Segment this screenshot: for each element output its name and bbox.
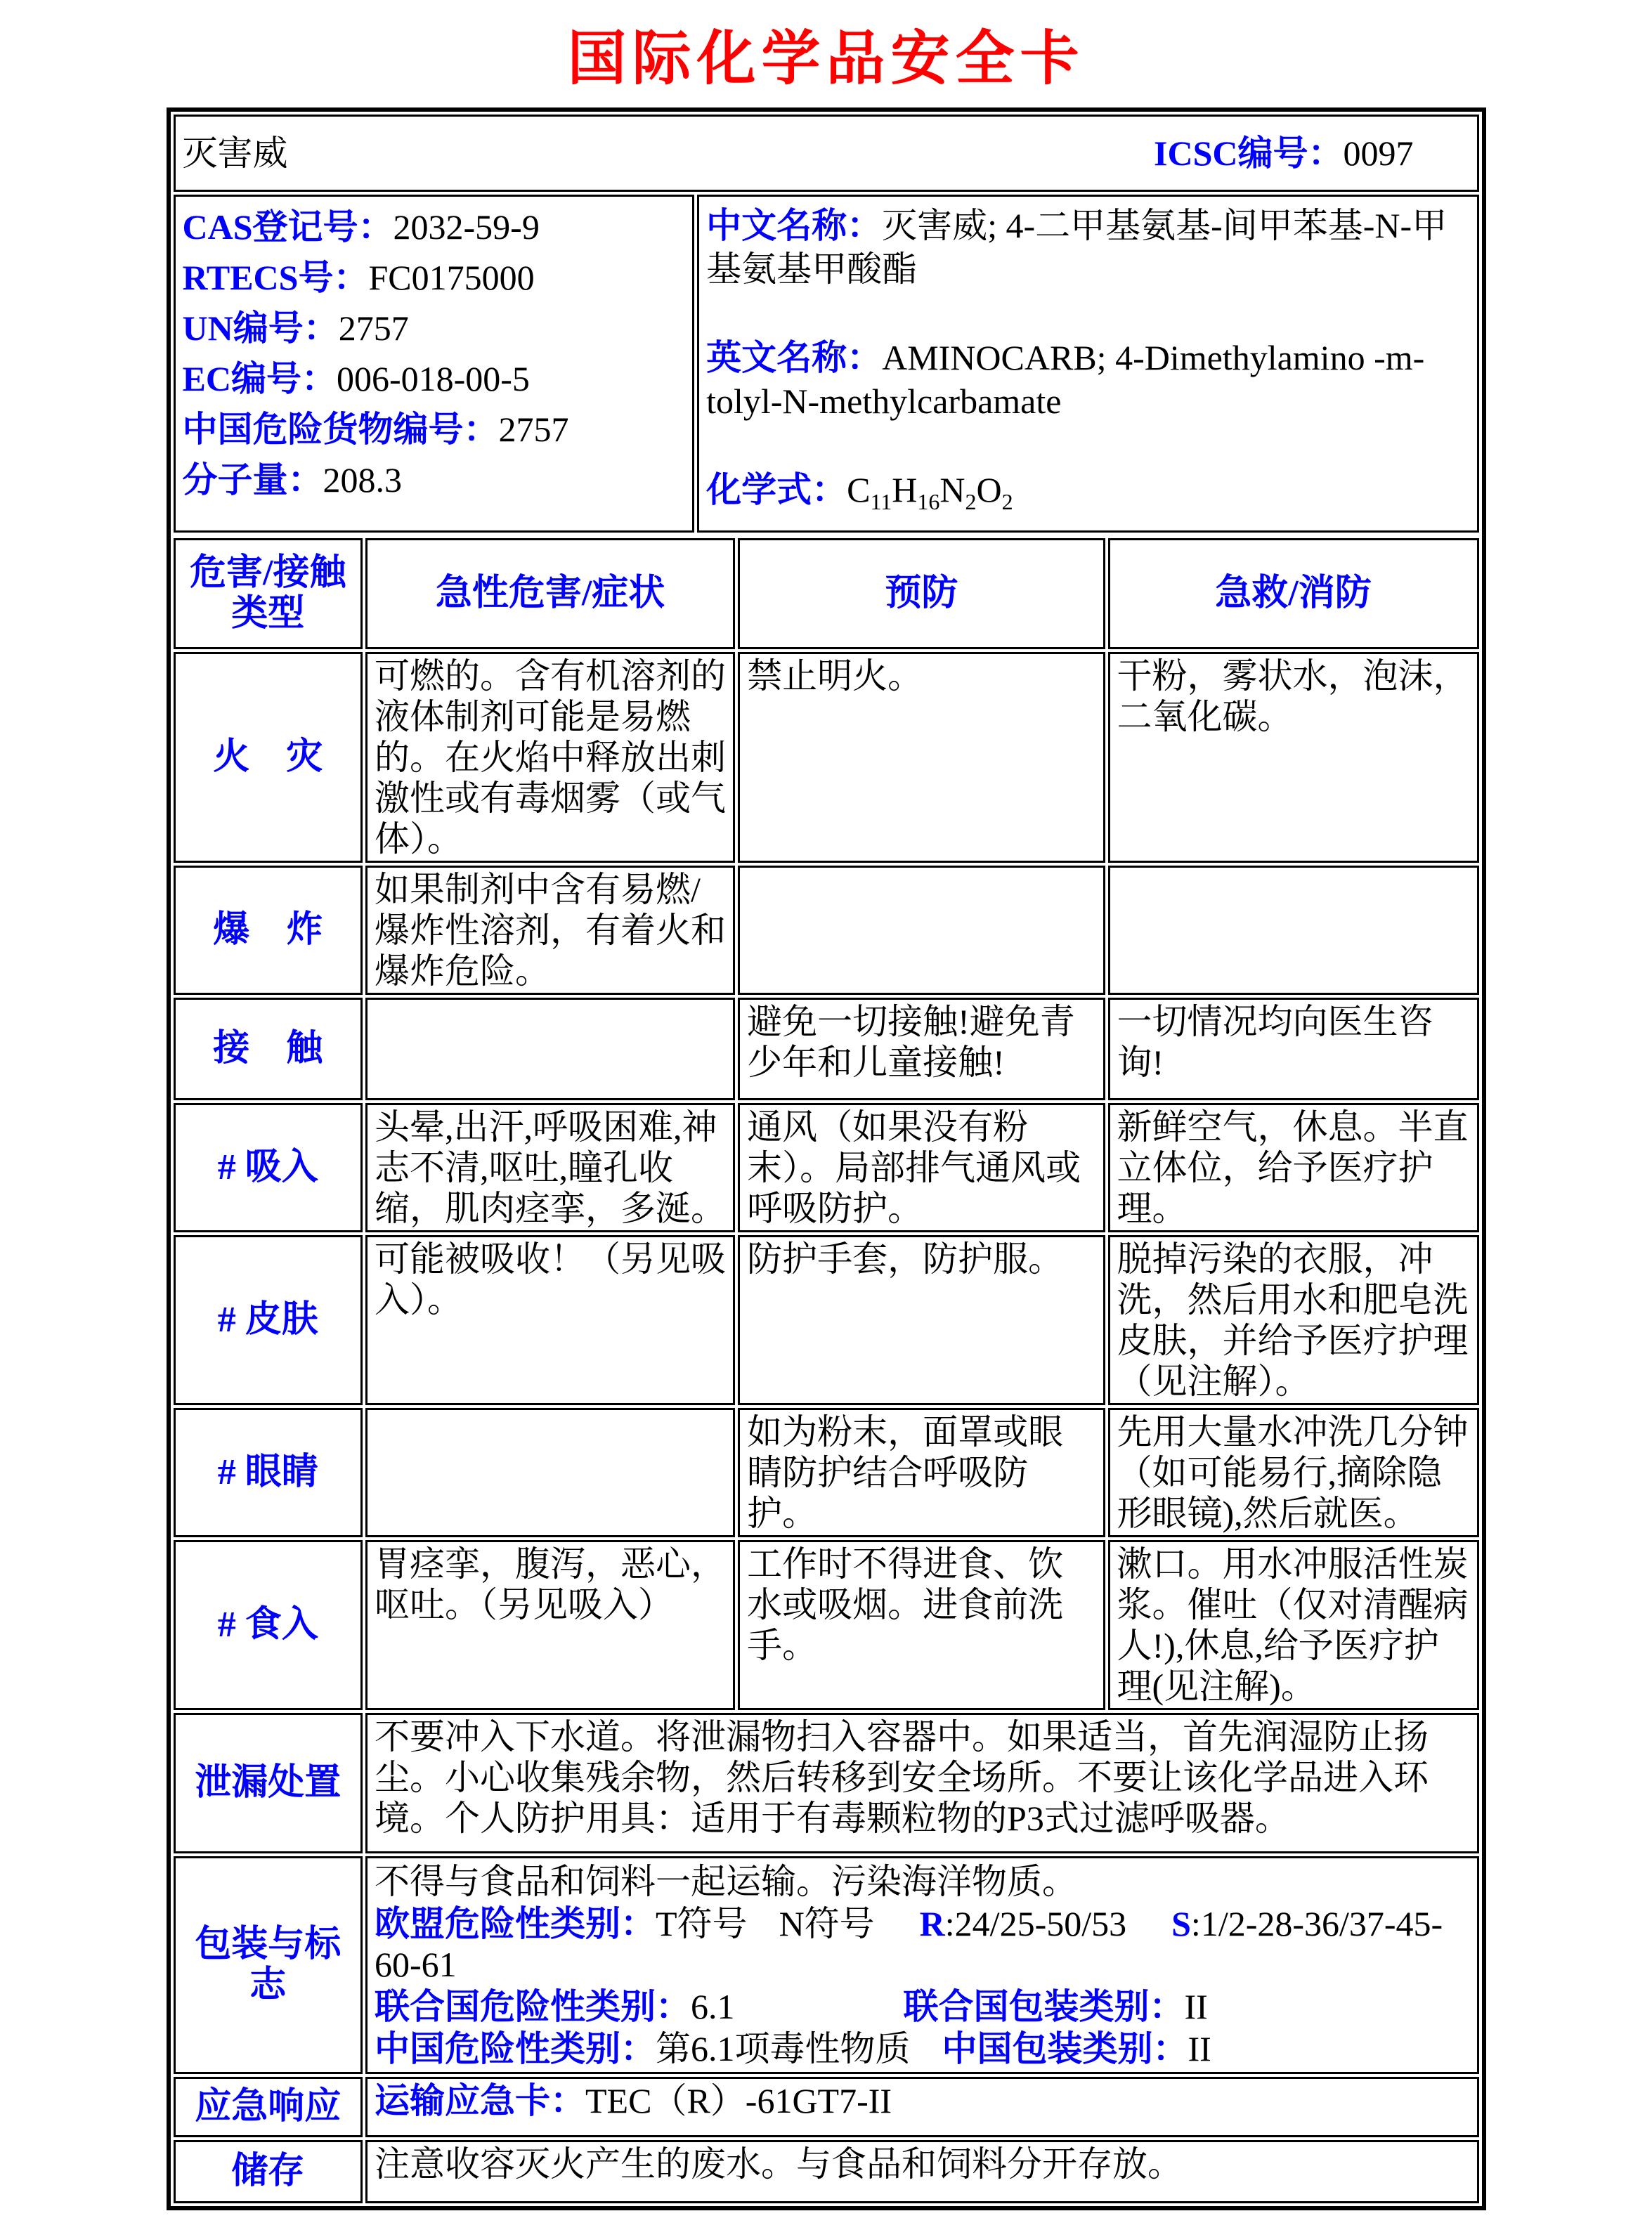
packaging-label: 包装与标志 — [174, 1856, 363, 2074]
un-hazard-class-label: 联合国危险性类别： — [375, 1987, 691, 2026]
card-header-row — [174, 115, 1479, 192]
cn-danger-value: 2757 — [498, 410, 569, 449]
s-phrase-value: :1/2-28-36/37-45-60-61 — [375, 1904, 1443, 1984]
card-header-flex — [183, 118, 1470, 188]
hazard-type-skin: # 皮肤 — [174, 1235, 363, 1405]
r-phrase-label: R — [919, 1904, 945, 1943]
storage-row — [174, 2140, 1479, 2203]
eu-t-symbol: T符号 — [656, 1904, 748, 1943]
page-title: 国际化学品安全卡 — [567, 27, 1085, 92]
rtecs-number — [183, 256, 686, 299]
english-name-value: AMINOCARB; 4-Dimethylamino -m-tolyl-N-methylcarbamate — [706, 338, 1425, 421]
formula-value: $C_{11}H_{16}N_2O_2$ — [847, 470, 1013, 514]
packaging-transport-note: 不得与食品和饲料一起运输。污染海洋物质。 — [375, 1862, 1078, 1901]
hazard-row-contact — [174, 998, 1479, 1100]
explosion-prevention — [738, 866, 1105, 995]
un-number — [183, 306, 686, 350]
hazard-row-ingestion — [174, 1540, 1479, 1710]
molecular-weight — [183, 458, 686, 502]
cas-value: 2032-59-9 — [393, 207, 540, 247]
transport-emergency-card-label: 运输应急卡： — [375, 2081, 586, 2120]
spill-text: 不要冲入下水道。将泄漏物扫入容器中。如果适当，首先润湿防止扬尘。小心收集残余物，然后转移到安全场所。不要让该化学品进入环境。个人防护用具：适用于有毒颗粒物的P3式过滤呼吸器。 — [365, 1713, 1478, 1853]
hazard-table — [171, 535, 1482, 2206]
explosion-symptoms: 如果制剂中含有易燃/爆炸性溶剂，有着火和爆炸危险。 — [365, 866, 735, 995]
chinese-name-value: 灭害威; 4-二甲基氨基-间甲苯基-N-甲基氨基甲酸酯 — [706, 206, 1448, 289]
ingestion-prevention: 工作时不得进食、饮水或吸烟。进食前洗手。 — [738, 1540, 1105, 1710]
hazard-type-inhalation: # 吸入 — [174, 1103, 363, 1232]
names-cell — [697, 195, 1478, 533]
hazard-row-inhalation — [174, 1103, 1479, 1232]
fire-prevention: 禁止明火。 — [738, 652, 1105, 863]
hazard-type-contact: 接 触 — [174, 998, 363, 1100]
hazard-type-ingestion: # 食入 — [174, 1540, 363, 1710]
un-label: UN编号： — [182, 308, 339, 348]
inhalation-firstaid: 新鲜空气，休息。半直立体位，给予医疗护理。 — [1108, 1103, 1479, 1232]
rtecs-value: FC0175000 — [368, 258, 535, 297]
identity-row — [174, 195, 1479, 533]
un-pack-group-label: 联合国包装类别： — [903, 1987, 1185, 2026]
emergency-content — [365, 2077, 1478, 2137]
transport-emergency-card-value: TEC（R）-61GT7-II — [585, 2081, 892, 2120]
ingestion-symptoms: 胃痉挛，腹泻，恶心，呕吐。（另见吸入） — [365, 1540, 735, 1710]
col-header-hazard-type: 危害/接触类型 — [174, 538, 363, 649]
safety-card — [167, 107, 1486, 2210]
eyes-prevention: 如为粉末，面罩或眼睛防护结合呼吸防护。 — [738, 1408, 1105, 1537]
packaging-content — [365, 1856, 1478, 2074]
packaging-row — [174, 1856, 1479, 2074]
hazard-type-fire: 火 灾 — [174, 652, 363, 863]
eu-hazard-label: 欧盟危险性类别： — [375, 1904, 656, 1943]
eu-n-symbol: N符号 — [779, 1904, 875, 1943]
col-header-firstaid: 急救/消防 — [1108, 538, 1479, 649]
chinese-name-label: 中文名称： — [706, 206, 883, 245]
hazard-row-explosion — [174, 866, 1479, 995]
mw-value: 208.3 — [323, 460, 402, 500]
s-phrase-label: S — [1171, 1904, 1191, 1943]
rtecs-label: RTECS号： — [182, 258, 369, 297]
skin-firstaid: 脱掉污染的衣服，冲洗，然后用水和肥皂洗皮肤，并给予医疗护理（见注解）。 — [1108, 1235, 1479, 1405]
chinese-name — [706, 204, 1469, 291]
contact-firstaid: 一切情况均向医生咨询! — [1108, 998, 1479, 1100]
icsc-value: 0097 — [1343, 133, 1414, 173]
spill-row — [174, 1713, 1479, 1853]
skin-symptoms: 可能被吸收！（另见吸入）。 — [365, 1235, 735, 1405]
col-header-prevention: 预防 — [738, 538, 1105, 649]
packaging-cn-line — [375, 2028, 1469, 2069]
r-phrase-value: :24/25-50/53 — [944, 1904, 1127, 1943]
icsc-number-group — [1154, 133, 1413, 174]
cn-dangerous-goods-number — [183, 407, 686, 451]
contact-symptoms — [365, 998, 735, 1100]
top-table — [171, 112, 1482, 535]
card-header-cell — [174, 115, 1479, 192]
packaging-eu-line — [375, 1903, 1469, 1985]
cn-pack-group-label: 中国包装类别： — [942, 2029, 1188, 2068]
storage-label: 储存 — [174, 2140, 363, 2203]
ec-label: EC编号： — [182, 359, 337, 398]
cn-pack-group-value: II — [1188, 2029, 1211, 2068]
skin-prevention: 防护手套，防护服。 — [738, 1235, 1105, 1405]
col-header-symptoms: 急性危害/症状 — [365, 538, 735, 649]
hazard-type-eyes: # 眼睛 — [174, 1408, 363, 1537]
inhalation-symptoms: 头晕,出汗,呼吸困难,神志不清,呕吐,瞳孔收缩，肌肉痉挛，多涎。 — [365, 1103, 735, 1232]
ec-value: 006-018-00-5 — [336, 359, 530, 398]
hazard-type-explosion: 爆 炸 — [174, 866, 363, 995]
english-name-label: 英文名称： — [706, 338, 883, 377]
eyes-symptoms — [365, 1408, 735, 1537]
ingestion-firstaid: 漱口。用水冲服活性炭浆。催吐（仅对清醒病人!),休息,给予医疗护理(见注解)。 — [1108, 1540, 1479, 1710]
cas-number — [183, 205, 686, 249]
english-name — [706, 336, 1469, 423]
contact-prevention: 避免一切接触!避免青少年和儿童接触! — [738, 998, 1105, 1100]
un-value: 2757 — [338, 308, 409, 348]
cn-hazard-class-label: 中国危险性类别： — [375, 2029, 656, 2068]
cn-hazard-class-value: 第6.1项毒性物质 — [656, 2029, 911, 2068]
spill-label: 泄漏处置 — [174, 1713, 363, 1853]
chemical-formula — [706, 468, 1469, 523]
mw-label: 分子量： — [182, 460, 323, 500]
identifiers-cell — [174, 195, 695, 533]
formula-label: 化学式： — [706, 470, 847, 509]
cas-label: CAS登记号： — [182, 207, 394, 247]
hazard-row-eyes — [174, 1408, 1479, 1537]
packaging-un-line — [375, 1986, 1469, 2027]
hazard-row-fire — [174, 652, 1479, 863]
inhalation-prevention: 通风（如果没有粉末）。局部排气通风或呼吸防护。 — [738, 1103, 1105, 1232]
un-pack-group-value: II — [1184, 1987, 1208, 2026]
explosion-firstaid — [1108, 866, 1479, 995]
emergency-row — [174, 2077, 1479, 2137]
fire-firstaid: 干粉，雾状水，泡沫，二氧化碳。 — [1108, 652, 1479, 863]
cn-danger-label: 中国危险货物编号： — [182, 410, 499, 449]
hazard-row-skin — [174, 1235, 1479, 1405]
storage-text: 注意收容灭火产生的废水。与食品和饲料分开存放。 — [365, 2140, 1478, 2203]
emergency-label: 应急响应 — [174, 2077, 363, 2137]
product-name: 灭害威 — [182, 133, 288, 173]
eyes-firstaid: 先用大量水冲洗几分钟（如可能易行,摘除隐形眼镜),然后就医。 — [1108, 1408, 1479, 1537]
hazard-header-row — [174, 538, 1479, 649]
un-hazard-class-value: 6.1 — [691, 1987, 735, 2026]
fire-symptoms: 可燃的。含有机溶剂的液体制剂可能是易燃的。在火焰中释放出刺激性或有毒烟雾（或气体）。 — [365, 652, 735, 863]
ec-number — [183, 357, 686, 400]
icsc-label: ICSC编号： — [1154, 133, 1344, 173]
